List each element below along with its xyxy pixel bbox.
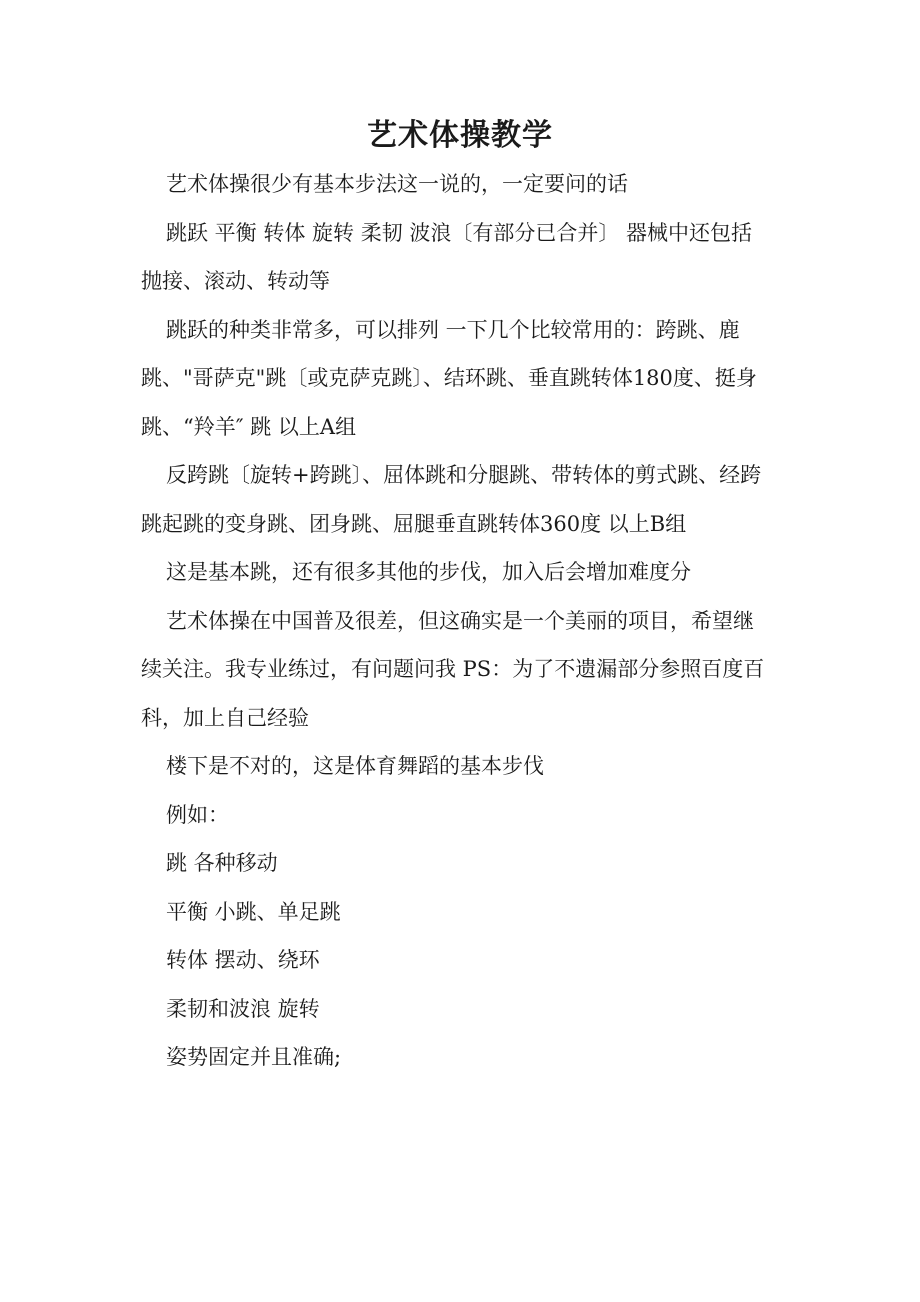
paragraph-intro: 艺术体操很少有基本步法这一说的，一定要问的话 — [166, 172, 628, 196]
paragraph-basic-jumps-note: 这是基本跳，还有很多其他的步伐，加入后会增加难度分 — [166, 560, 691, 584]
paragraph-popularity: 艺术体操在中国普及很差，但这确实是一个美丽的项目，希望继续关注。我专业练过，有问题问我 PS：为了不遗漏部分参照百度百科，加上自己经验 — [141, 608, 765, 730]
list-item: 姿势固定并且准确; — [166, 1045, 342, 1069]
list-item: 跳 各种移动 — [166, 851, 278, 875]
list-item: 柔韧和波浪 旋转 — [166, 996, 320, 1021]
list-item: 转体 摆动、绕环 — [166, 948, 320, 972]
document-body — [141, 160, 769, 1082]
paragraph-jumps-group-b: 反跨跳〔旋转+跨跳〕、屈体跳和分腿跳、带转体的剪式跳、经跨跳起跳的变身跳、团身跳、屈腿垂直跳转体360度 以上B组 — [141, 463, 762, 536]
paragraph-jumps-group-a: 跳跃的种类非常多，可以排列 一下几个比较常用的：跨跳、鹿跳、"哥萨克"跳〔或克萨克跳〕、结环跳、垂直跳转体180度、挺身跳、“羚羊″ 跳 以上A组 — [141, 317, 757, 439]
document-title: 艺术体操教学 — [367, 118, 553, 153]
list-item: 平衡 小跳、单足跳 — [166, 899, 341, 924]
paragraph-correction: 楼下是不对的，这是体育舞蹈的基本步伐 — [166, 754, 544, 778]
paragraph-example-heading: 例如： — [166, 802, 229, 827]
paragraph-categories: 跳跃 平衡 转体 旋转 柔韧 波浪〔有部分已合并〕 器械中还包括抛接、滚动、转动等 — [141, 220, 753, 293]
